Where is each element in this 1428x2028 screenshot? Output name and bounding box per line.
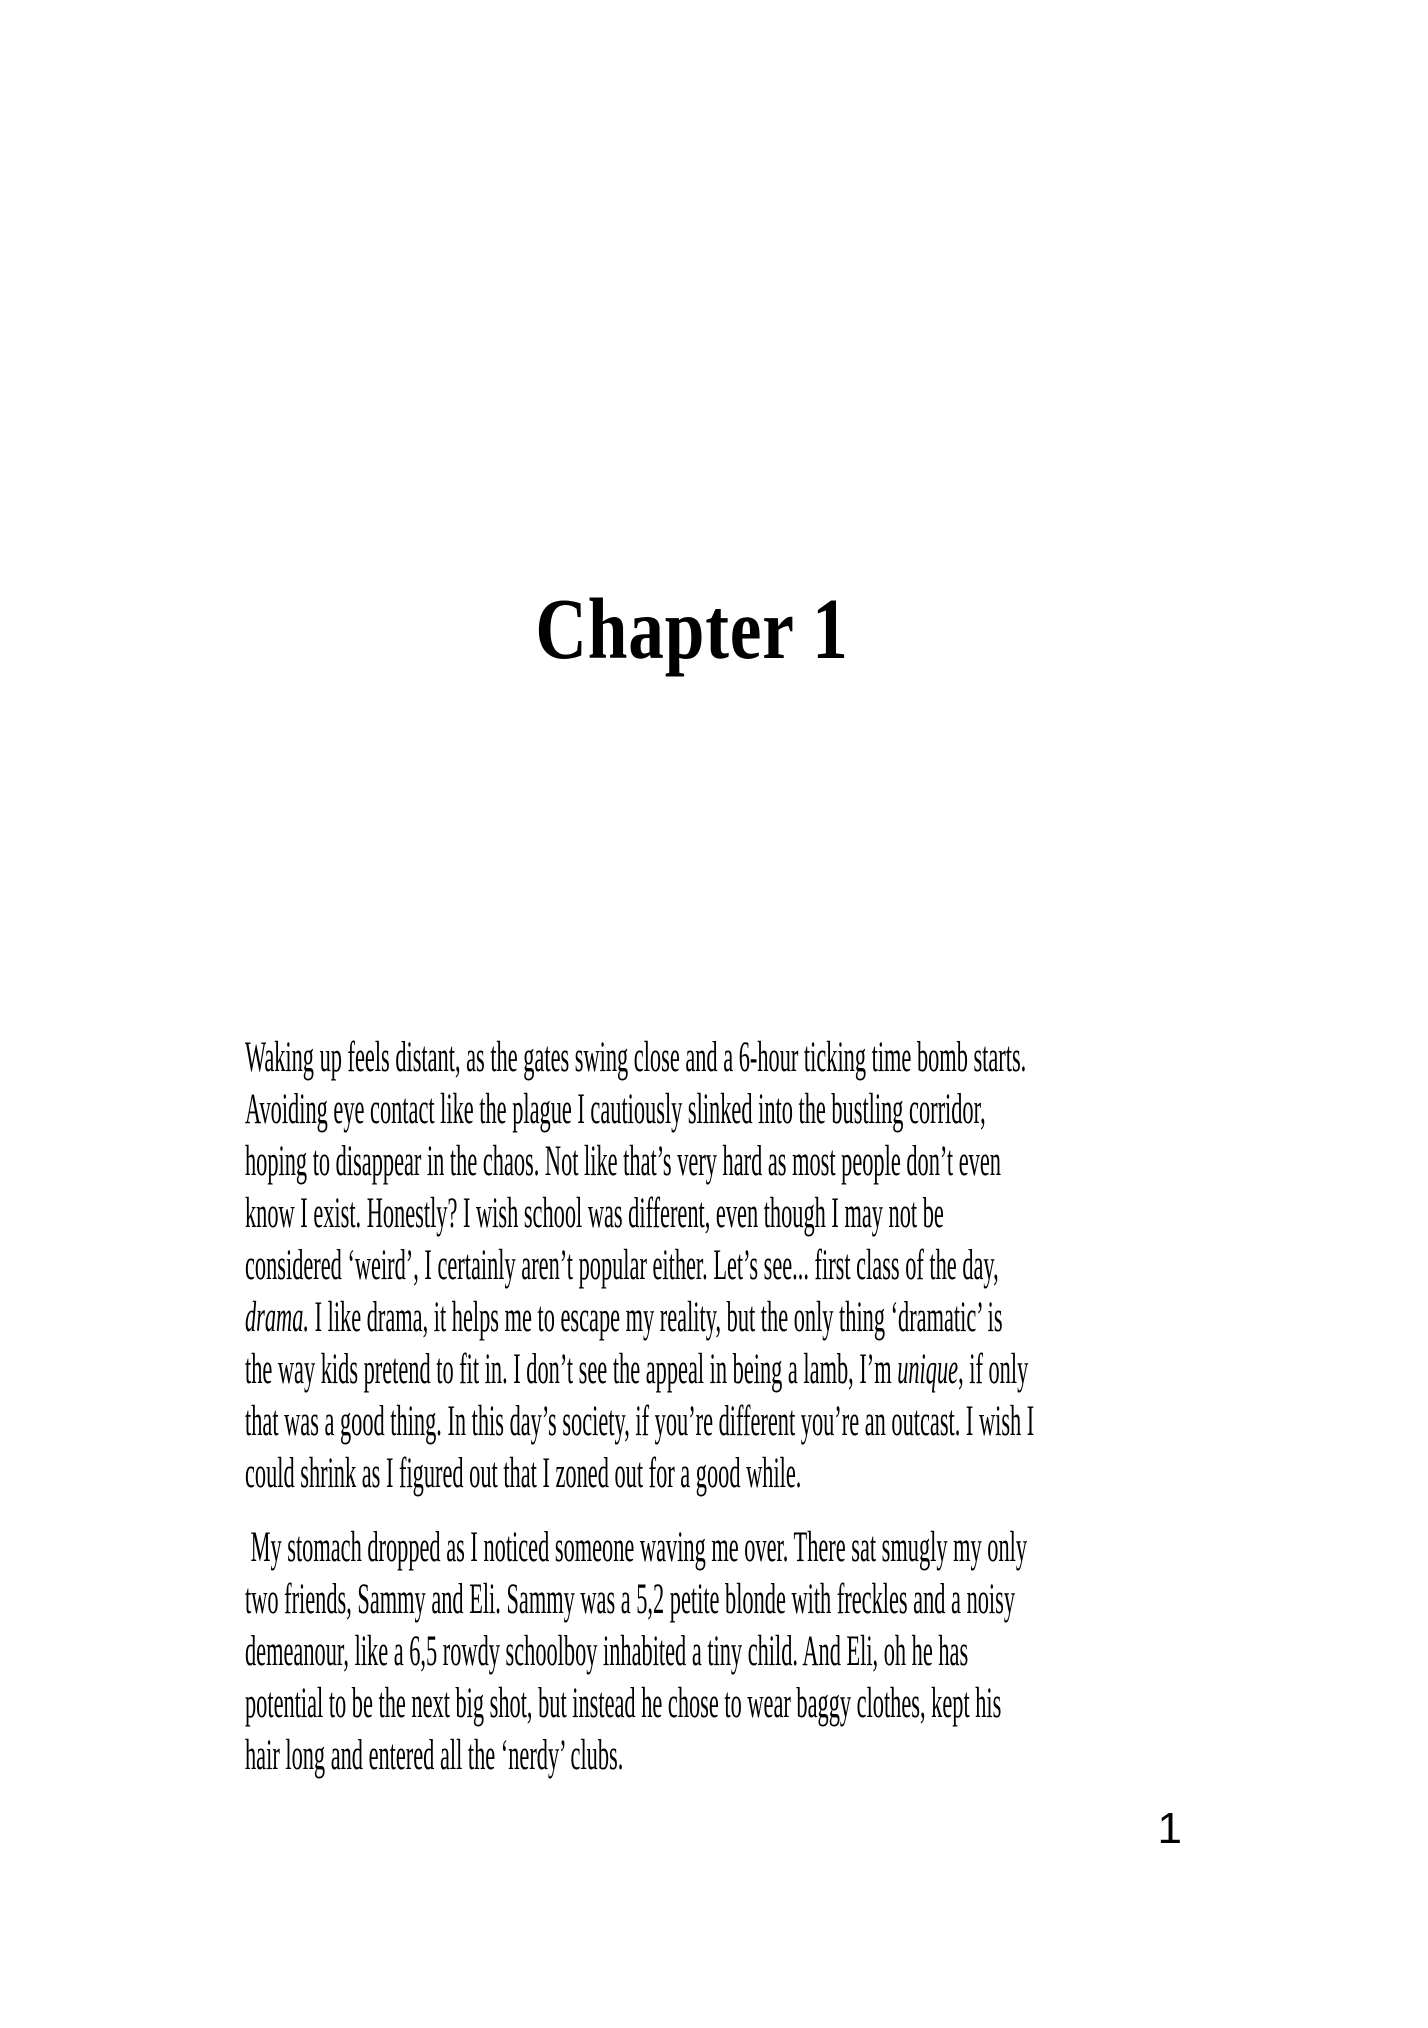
text-segment: hair long and entered all the ‘nerdy’ clubs. <box>245 1732 624 1779</box>
text-line <box>245 1626 969 1678</box>
text-segment: I like drama, it helps me to escape my reality, but the only thing ‘dramatic’ is <box>308 1294 1003 1341</box>
text-segment: that was a good thing. In this day’s society, if you’re different you’re an outcast. I wish I <box>245 1398 1035 1445</box>
text-line <box>245 1730 735 1782</box>
text-line <box>245 1136 1001 1188</box>
text-line <box>245 1344 1029 1396</box>
text-line <box>245 1678 1002 1730</box>
chapter-title-text: Chapter 1 <box>535 580 849 677</box>
text-line <box>245 1522 1028 1574</box>
text-segment: the way kids pretend to fit in. I don’t see the appeal in being a lamb, I’m <box>245 1346 898 1393</box>
text-line <box>245 1574 1016 1626</box>
text-segment: , if only <box>958 1346 1029 1393</box>
chapter-title <box>245 580 1139 677</box>
text-segment: Avoiding eye contact like the plague I cautiously slinked into the bustling corridor, <box>245 1086 986 1133</box>
text-segment: My stomach dropped as I noticed someone waving me over. There sat smugly my only <box>245 1524 1028 1571</box>
italic-text: drama. <box>245 1294 309 1341</box>
text-segment: could shrink as I figured out that I zoned out for a good while. <box>245 1450 802 1497</box>
body-text <box>245 1032 1187 1782</box>
text-segment: considered ‘weird’, I certainly aren’t popular either. Let’s see... first class of the day, <box>245 1242 999 1289</box>
text-segment: two friends, Sammy and Eli. Sammy was a 5,2 petite blonde with freckles and a noisy <box>245 1576 1016 1623</box>
paragraph <box>245 1032 1187 1500</box>
page-number: 1 <box>1157 1804 1182 1853</box>
text-line <box>245 1188 944 1240</box>
italic-text: unique <box>897 1346 959 1393</box>
text-line <box>245 1084 986 1136</box>
text-segment: know I exist. Honestly? I wish school was different, even though I may not be <box>245 1190 944 1237</box>
text-segment: Waking up feels distant, as the gates swing close and a 6-hour ticking time bomb starts. <box>245 1034 1027 1081</box>
paragraph <box>245 1522 1187 1782</box>
text-line <box>245 1396 1035 1448</box>
text-segment: demeanour, like a 6,5 rowdy schoolboy inhabited a tiny child. And Eli, oh he has <box>245 1628 969 1675</box>
text-line <box>245 1240 999 1292</box>
text-line <box>245 1448 802 1500</box>
text-segment: hoping to disappear in the chaos. Not like that’s very hard as most people don’t even <box>245 1138 1001 1185</box>
text-segment: potential to be the next big shot, but instead he chose to wear baggy clothes, kept his <box>245 1680 1002 1727</box>
text-line <box>245 1292 1003 1344</box>
text-line <box>245 1032 1027 1084</box>
